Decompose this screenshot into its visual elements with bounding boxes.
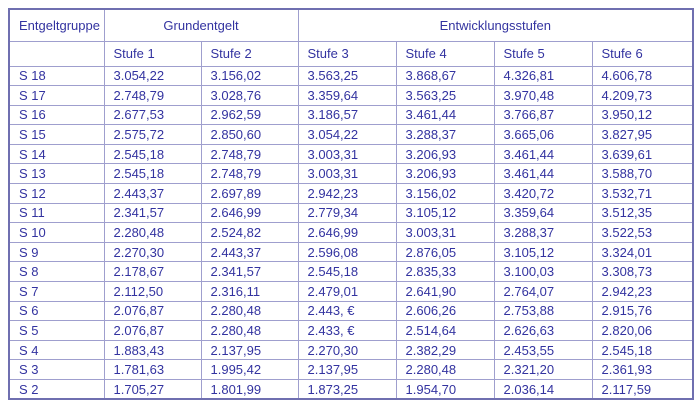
table-cell: 2.779,34 (298, 203, 396, 223)
table-cell: 2.575,72 (104, 125, 201, 145)
table-cell: 2.835,33 (396, 262, 494, 282)
row-group-label: S 15 (9, 125, 104, 145)
table-cell: 2.341,57 (201, 262, 298, 282)
table-row (9, 242, 693, 262)
row-group-label: S 12 (9, 184, 104, 204)
table-cell: 3.563,25 (396, 86, 494, 106)
table-row (9, 340, 693, 360)
table-cell: 3.105,12 (396, 203, 494, 223)
table-row (9, 301, 693, 321)
table-cell: 1.705,27 (104, 380, 201, 400)
row-group-label: S 13 (9, 164, 104, 184)
table-cell: 2.280,48 (396, 360, 494, 380)
table-cell: 3.156,02 (201, 66, 298, 86)
table-cell: 3.206,93 (396, 144, 494, 164)
table-row (9, 125, 693, 145)
table-cell: 3.206,93 (396, 164, 494, 184)
header-stufe-row (9, 41, 693, 66)
table-cell: 2.677,53 (104, 105, 201, 125)
table-row (9, 86, 693, 106)
table-row (9, 164, 693, 184)
table-cell: 1.873,25 (298, 380, 396, 400)
table-cell: 2.117,59 (592, 380, 693, 400)
table-cell: 3.461,44 (396, 105, 494, 125)
table-row (9, 262, 693, 282)
table-cell: 3.003,31 (298, 144, 396, 164)
table-cell: 3.420,72 (494, 184, 592, 204)
table-cell: 3.522,53 (592, 223, 693, 243)
row-group-label: S 4 (9, 340, 104, 360)
table-cell: 2.545,18 (104, 164, 201, 184)
table-cell: 3.970,48 (494, 86, 592, 106)
header-grundentgelt: Grundentgelt (104, 9, 298, 41)
table-cell: 2.915,76 (592, 301, 693, 321)
header-entwicklungsstufen: Entwicklungsstufen (298, 9, 693, 41)
table-cell: 2.606,26 (396, 301, 494, 321)
table-row (9, 144, 693, 164)
table-cell: 3.003,31 (298, 164, 396, 184)
table-cell: 3.288,37 (494, 223, 592, 243)
table-cell: 2.341,57 (104, 203, 201, 223)
table-cell: 3.324,01 (592, 242, 693, 262)
table-cell: 3.639,61 (592, 144, 693, 164)
header-stufe-6: Stufe 6 (592, 41, 693, 66)
header-stufe-3: Stufe 3 (298, 41, 396, 66)
table-cell: 2.514,64 (396, 321, 494, 341)
row-group-label: S 9 (9, 242, 104, 262)
table-cell: 2.545,18 (592, 340, 693, 360)
row-group-label: S 5 (9, 321, 104, 341)
table-row (9, 282, 693, 302)
table-cell: 3.288,37 (396, 125, 494, 145)
table-cell: 2.942,23 (592, 282, 693, 302)
table-cell: 3.308,73 (592, 262, 693, 282)
table-cell: 2.545,18 (298, 262, 396, 282)
table-cell: 3.003,31 (396, 223, 494, 243)
header-empty-cell (9, 41, 104, 66)
table-row (9, 203, 693, 223)
table-cell: 2.646,99 (298, 223, 396, 243)
table-cell: 3.105,12 (494, 242, 592, 262)
table-cell: 3.359,64 (298, 86, 396, 106)
pay-scale-table (8, 8, 694, 400)
table-cell: 2.697,89 (201, 184, 298, 204)
row-group-label: S 7 (9, 282, 104, 302)
row-group-label: S 8 (9, 262, 104, 282)
header-stufe-1: Stufe 1 (104, 41, 201, 66)
table-cell: 2.178,67 (104, 262, 201, 282)
table-cell: 2.626,63 (494, 321, 592, 341)
table-row (9, 380, 693, 400)
table-cell: 2.076,87 (104, 301, 201, 321)
table-cell: 2.270,30 (104, 242, 201, 262)
table-cell: 2.748,79 (201, 144, 298, 164)
row-group-label: S 3 (9, 360, 104, 380)
row-group-label: S 16 (9, 105, 104, 125)
row-group-label: S 11 (9, 203, 104, 223)
table-cell: 2.748,79 (104, 86, 201, 106)
table-cell: 2.524,82 (201, 223, 298, 243)
header-stufe-2: Stufe 2 (201, 41, 298, 66)
table-cell: 3.868,67 (396, 66, 494, 86)
table-cell: 2.270,30 (298, 340, 396, 360)
table-cell: 3.461,44 (494, 144, 592, 164)
table-cell: 3.665,06 (494, 125, 592, 145)
row-group-label: S 14 (9, 144, 104, 164)
table-cell: 2.433, € (298, 321, 396, 341)
table-cell: 4.606,78 (592, 66, 693, 86)
table-cell: 3.766,87 (494, 105, 592, 125)
table-cell: 1.781,63 (104, 360, 201, 380)
table-cell: 2.596,08 (298, 242, 396, 262)
table-cell: 2.443,37 (104, 184, 201, 204)
table-body (9, 66, 693, 399)
table-cell: 2.076,87 (104, 321, 201, 341)
table-cell: 3.827,95 (592, 125, 693, 145)
table-cell: 3.359,64 (494, 203, 592, 223)
table-cell: 2.280,48 (201, 301, 298, 321)
table-row (9, 105, 693, 125)
table-cell: 2.280,48 (201, 321, 298, 341)
table-cell: 3.100,03 (494, 262, 592, 282)
table-cell: 3.461,44 (494, 164, 592, 184)
table-cell: 2.545,18 (104, 144, 201, 164)
table-cell: 2.280,48 (104, 223, 201, 243)
table-cell: 2.316,11 (201, 282, 298, 302)
table-cell: 2.876,05 (396, 242, 494, 262)
table-cell: 3.156,02 (396, 184, 494, 204)
table-cell: 2.820,06 (592, 321, 693, 341)
table-cell: 2.361,93 (592, 360, 693, 380)
table-cell: 3.054,22 (104, 66, 201, 86)
table-cell: 3.532,71 (592, 184, 693, 204)
row-group-label: S 2 (9, 380, 104, 400)
table-cell: 3.563,25 (298, 66, 396, 86)
table-cell: 2.382,29 (396, 340, 494, 360)
table-row (9, 184, 693, 204)
table-cell: 2.962,59 (201, 105, 298, 125)
table-cell: 2.850,60 (201, 125, 298, 145)
table-cell: 2.453,55 (494, 340, 592, 360)
table-cell: 3.512,35 (592, 203, 693, 223)
table-cell: 2.479,01 (298, 282, 396, 302)
table-cell: 2.137,95 (201, 340, 298, 360)
table-cell: 2.443,37 (201, 242, 298, 262)
table-cell: 2.112,50 (104, 282, 201, 302)
table-cell: 1.995,42 (201, 360, 298, 380)
table-cell: 2.942,23 (298, 184, 396, 204)
row-group-label: S 17 (9, 86, 104, 106)
table-cell: 2.137,95 (298, 360, 396, 380)
table-row (9, 66, 693, 86)
header-stufe-5: Stufe 5 (494, 41, 592, 66)
header-stufe-4: Stufe 4 (396, 41, 494, 66)
table-cell: 2.641,90 (396, 282, 494, 302)
table-cell: 3.186,57 (298, 105, 396, 125)
table-cell: 3.588,70 (592, 164, 693, 184)
table-cell: 4.326,81 (494, 66, 592, 86)
table-cell: 3.054,22 (298, 125, 396, 145)
table-cell: 2.036,14 (494, 380, 592, 400)
row-group-label: S 10 (9, 223, 104, 243)
table-cell: 2.646,99 (201, 203, 298, 223)
table-cell: 1.801,99 (201, 380, 298, 400)
header-entgeltgruppe: Entgeltgruppe (9, 9, 104, 41)
table-cell: 3.950,12 (592, 105, 693, 125)
table-cell: 2.321,20 (494, 360, 592, 380)
table-row (9, 360, 693, 380)
row-group-label: S 6 (9, 301, 104, 321)
table-cell: 1.883,43 (104, 340, 201, 360)
table-row (9, 223, 693, 243)
table-cell: 1.954,70 (396, 380, 494, 400)
table-cell: 2.753,88 (494, 301, 592, 321)
table-cell: 3.028,76 (201, 86, 298, 106)
table-cell: 2.764,07 (494, 282, 592, 302)
table-cell: 2.443, € (298, 301, 396, 321)
table-row (9, 321, 693, 341)
header-group-row (9, 9, 693, 41)
table-cell: 4.209,73 (592, 86, 693, 106)
table-cell: 2.748,79 (201, 164, 298, 184)
row-group-label: S 18 (9, 66, 104, 86)
